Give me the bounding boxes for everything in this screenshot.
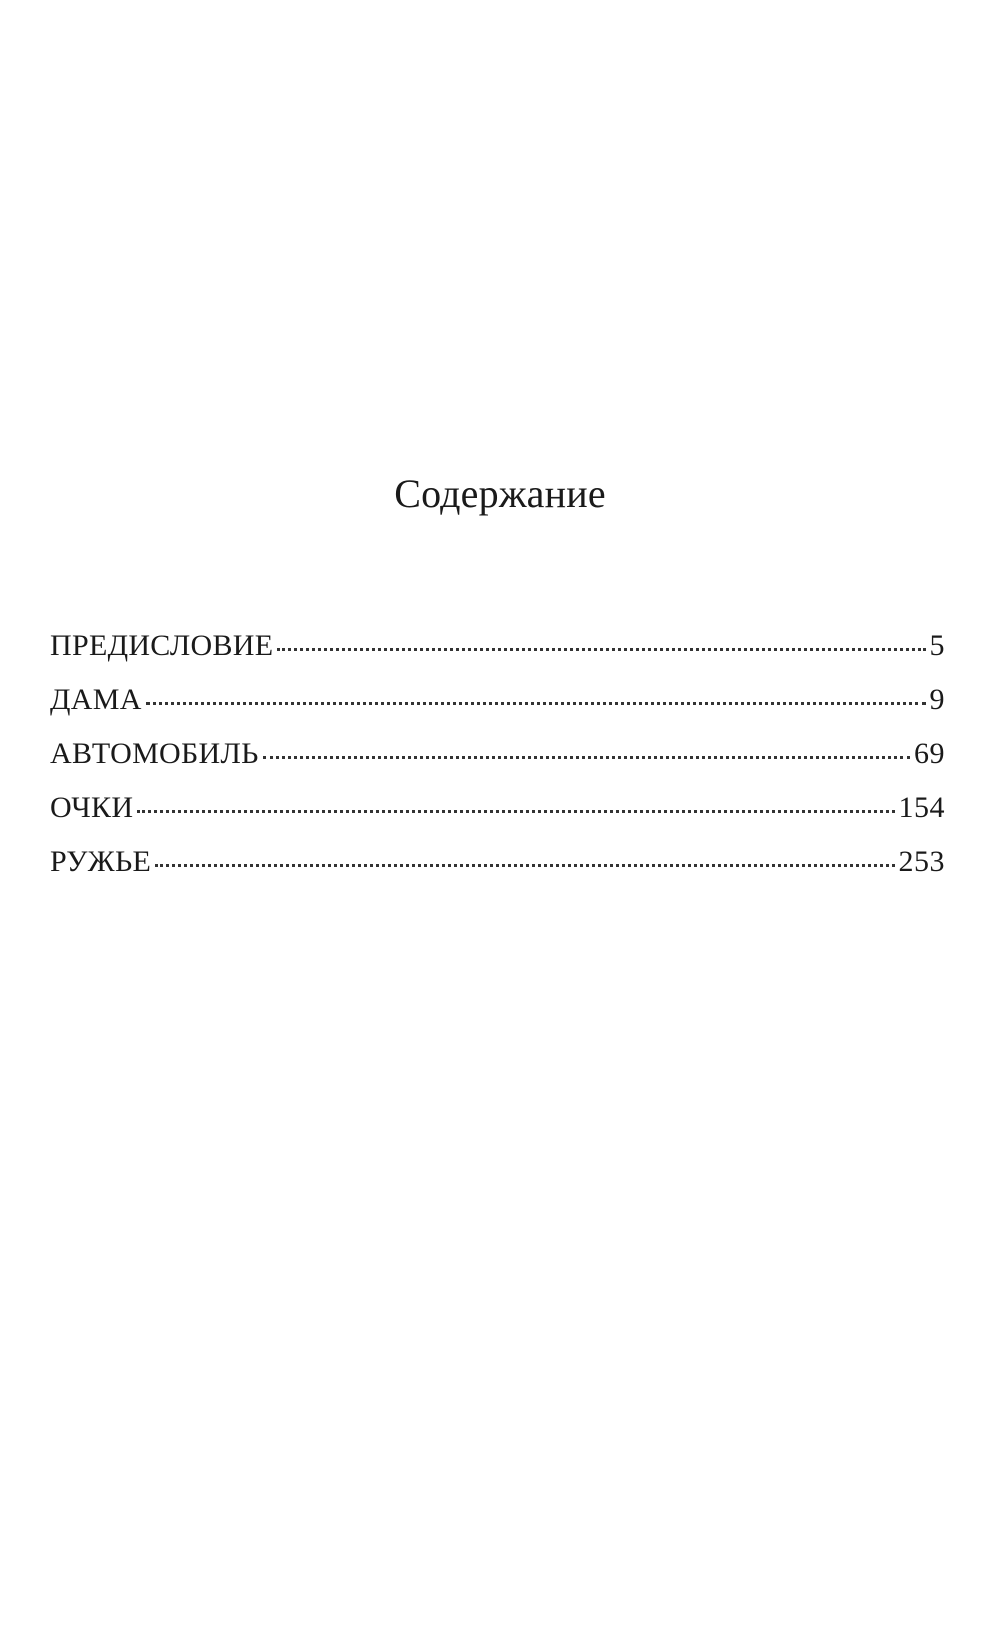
toc-entry-label: ПРЕДИСЛОВИЕ xyxy=(50,629,274,662)
dot-leader xyxy=(263,754,910,759)
toc-entry-dama[interactable] xyxy=(50,678,945,732)
dot-leader xyxy=(137,808,894,813)
toc-entry-label: ДАМА xyxy=(50,683,142,716)
toc-entry-page-number: 253 xyxy=(898,845,945,878)
toc-entry-label: ОЧКИ xyxy=(50,791,134,824)
dot-leader xyxy=(155,862,894,867)
toc-entry-page-number: 9 xyxy=(929,683,945,716)
table-of-contents xyxy=(50,624,945,894)
toc-entry-ruzhe[interactable] xyxy=(50,840,945,894)
toc-entry-page-number: 5 xyxy=(929,629,945,662)
toc-entry-page-number: 69 xyxy=(914,737,945,770)
toc-entry-label: РУЖЬЕ xyxy=(50,845,152,878)
dot-leader xyxy=(277,646,925,651)
toc-entry-label: АВТОМОБИЛЬ xyxy=(50,737,259,770)
toc-entry-ochki[interactable] xyxy=(50,786,945,840)
dot-leader xyxy=(146,700,926,705)
page-title: Содержание xyxy=(394,471,606,516)
toc-entry-page-number: 154 xyxy=(898,791,945,824)
toc-entry-preface[interactable] xyxy=(50,624,945,678)
toc-entry-avtomobil[interactable] xyxy=(50,732,945,786)
